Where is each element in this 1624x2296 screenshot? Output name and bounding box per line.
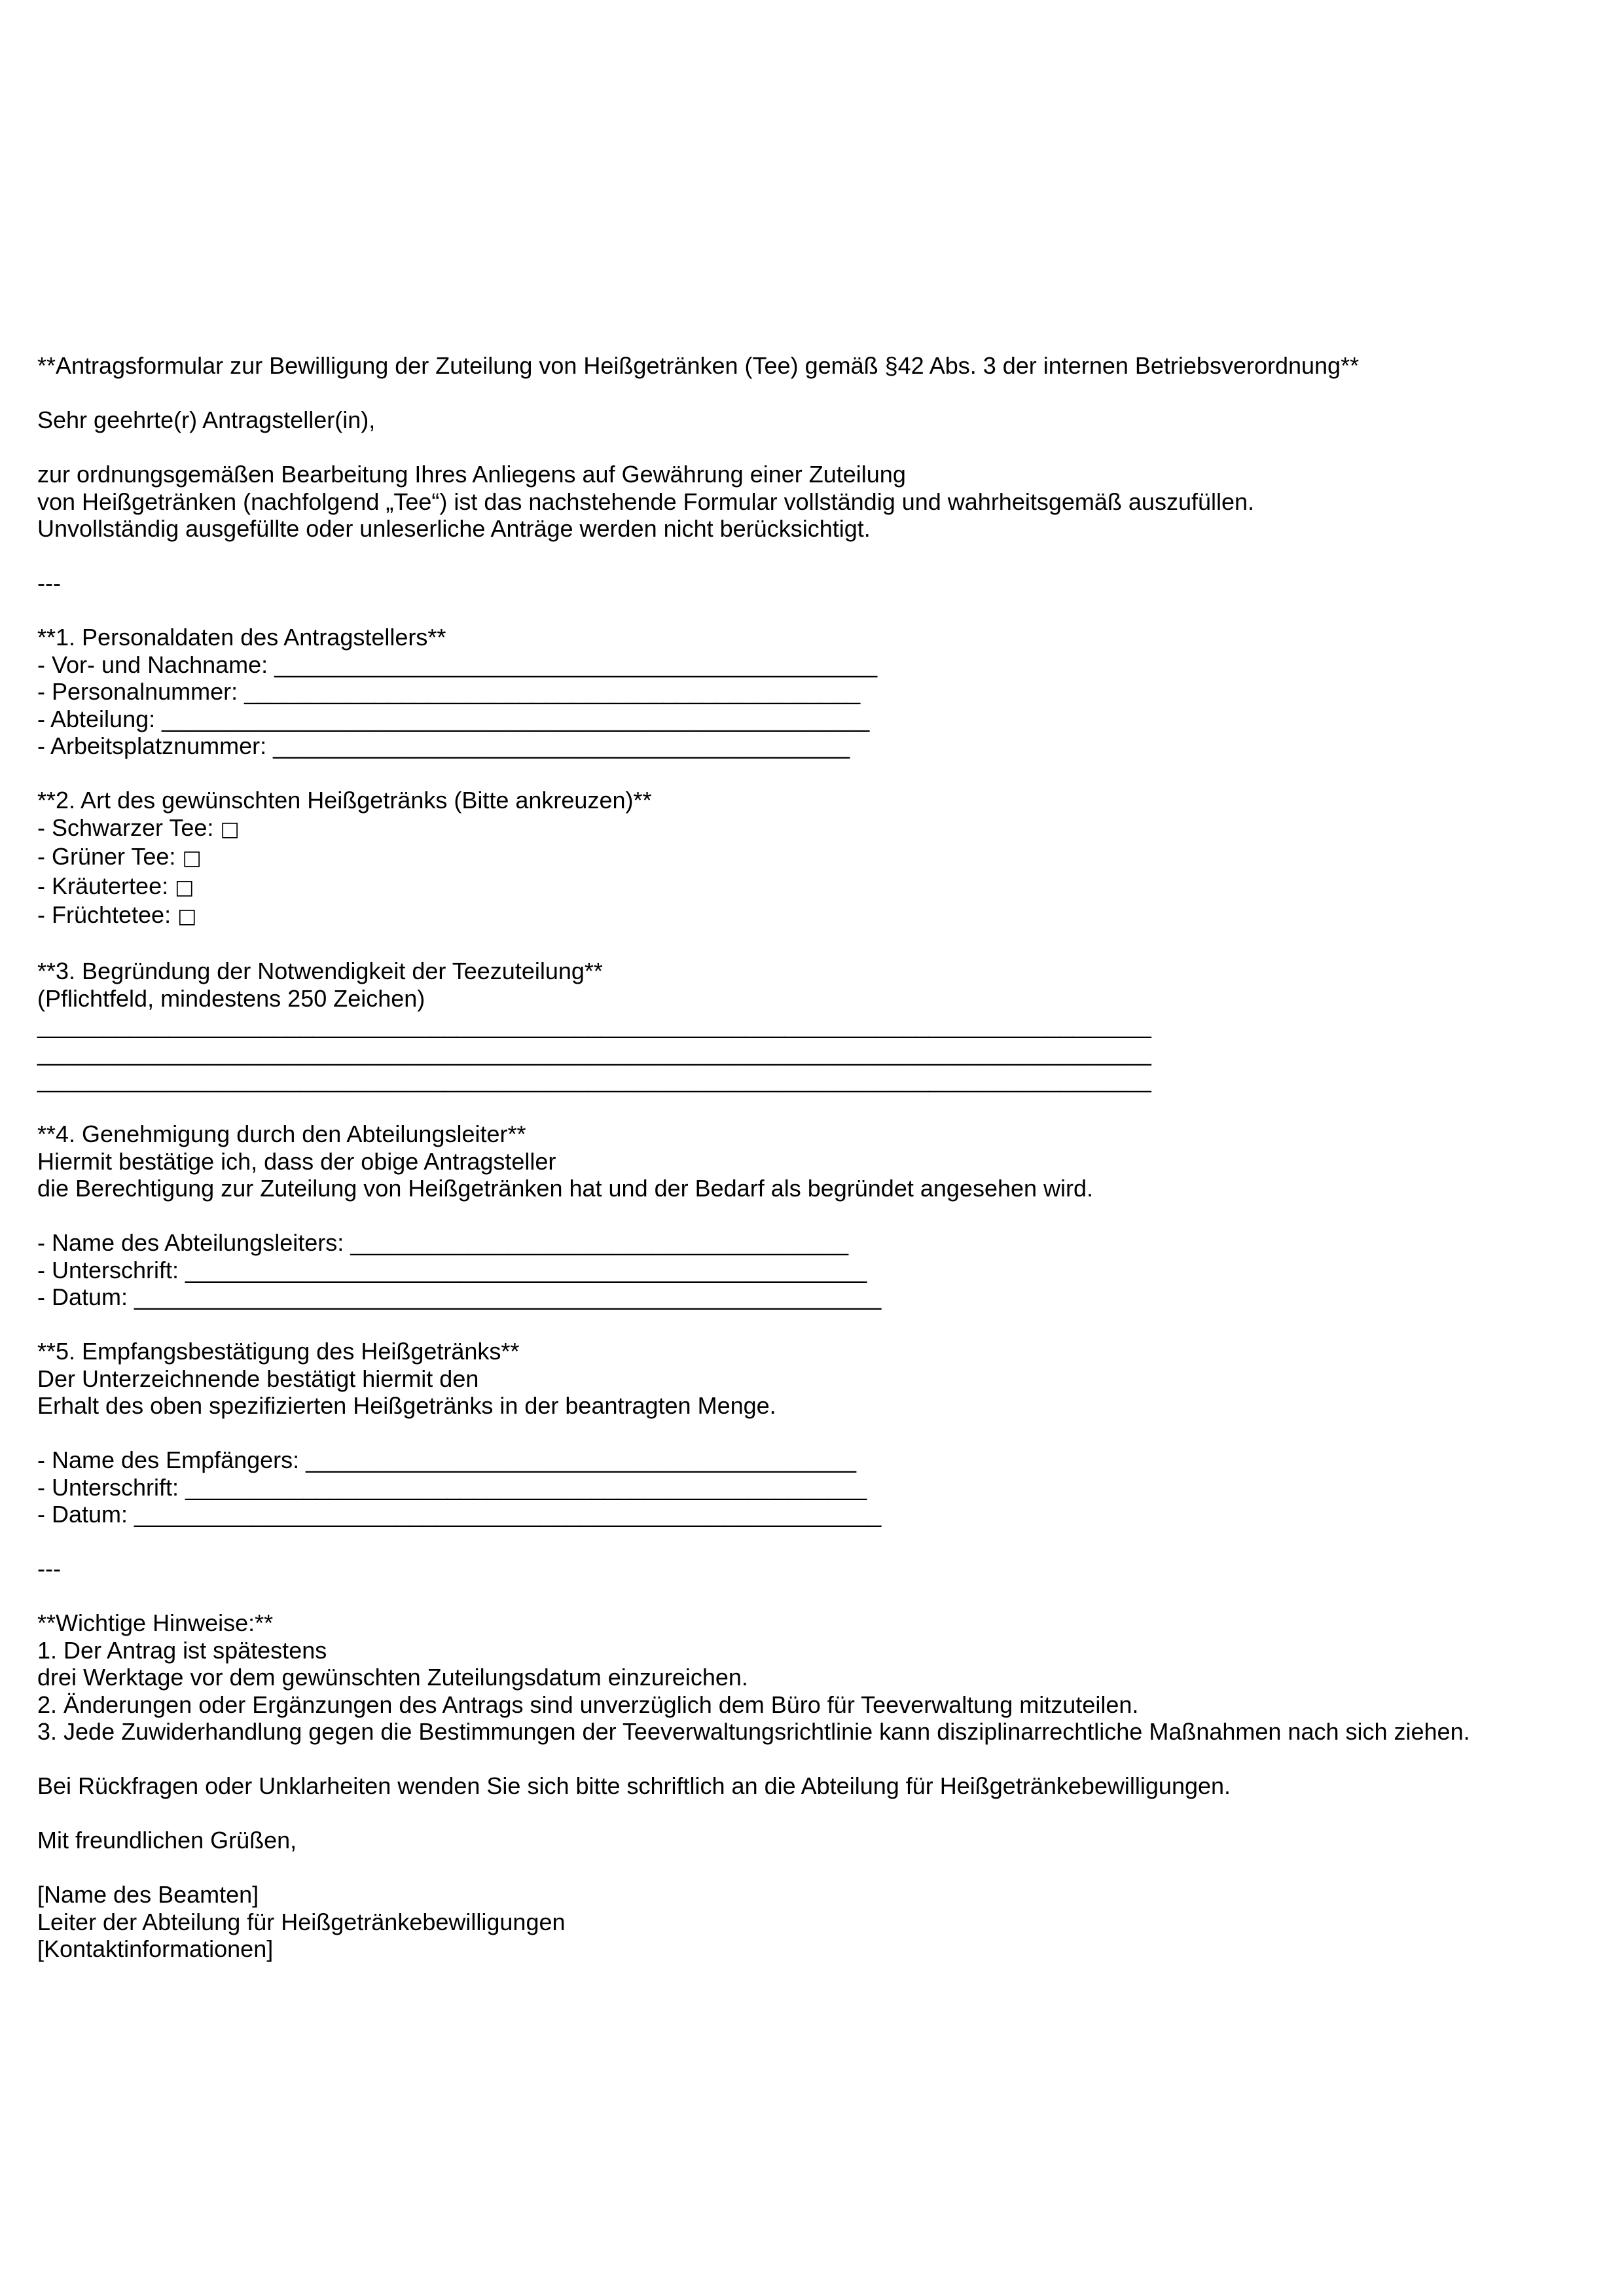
field-unterschrift-abteilungsleiter-label: - Unterschrift: [37, 1256, 186, 1283]
blank-line [37, 760, 1598, 787]
checkbox-kraeutertee [37, 872, 1598, 902]
field-datum-empfaenger [37, 1501, 1598, 1528]
section-3-ruled-line-1-underline: _____________________________________________________________________________________ [37, 1012, 1151, 1039]
signature-contact-placeholder [37, 1935, 1598, 1963]
section-3-ruled-line-3 [37, 1066, 1598, 1094]
closing-salutation-text: Mit freundlichen Grüßen, [37, 1827, 297, 1854]
blank-line [37, 1854, 1598, 1882]
section-2-heading-text: **2. Art des gewünschten Heißgetränks (Bitte ankreuzen)** [37, 787, 652, 814]
hint-2-text: 2. Änderungen oder Ergänzungen des Antrags sind unverzüglich dem Büro für Teeverwaltung mitzuteilen. [37, 1691, 1139, 1718]
divider-bottom-text: --- [37, 1555, 61, 1582]
section-2-heading [37, 787, 1598, 814]
field-name-empfaenger-underline: __________________________________________ [306, 1446, 857, 1473]
section-5-text-1 [37, 1365, 1598, 1393]
field-datum-abteilungsleiter-label: - Datum: [37, 1283, 135, 1310]
blank-line [37, 1202, 1598, 1230]
hints-heading [37, 1609, 1598, 1637]
hint-1-line-2-text: drei Werktage vor dem gewünschten Zuteilungsdatum einzureichen. [37, 1664, 748, 1691]
field-datum-empfaenger-underline: _________________________________________________________ [134, 1501, 882, 1528]
hint-1-line-1 [37, 1637, 1598, 1664]
blank-line [37, 1800, 1598, 1827]
form-title [37, 352, 1598, 380]
salutation-text: Sehr geehrte(r) Antragsteller(in), [37, 406, 376, 433]
signature-contact-placeholder-text: [Kontaktinformationen] [37, 1935, 274, 1962]
field-abteilung-label: - Abteilung: [37, 705, 162, 732]
field-datum-empfaenger-label: - Datum: [37, 1501, 135, 1528]
blank-line [37, 1528, 1598, 1556]
blank-line [37, 1311, 1598, 1338]
section-5-text-2 [37, 1392, 1598, 1420]
checkbox-gruener-tee-icon: □ [182, 846, 202, 870]
checkbox-schwarzer-tee [37, 814, 1598, 844]
hint-3 [37, 1718, 1598, 1746]
field-unterschrift-empfaenger [37, 1474, 1598, 1501]
field-datum-abteilungsleiter [37, 1283, 1598, 1311]
section-5-text-2-text: Erhalt des oben spezifizierten Heißgetränks in der beantragten Menge. [37, 1392, 776, 1419]
checkbox-schwarzer-tee-icon: □ [220, 817, 240, 841]
field-unterschrift-empfaenger-underline: ____________________________________________________ [185, 1473, 867, 1501]
section-3-ruled-line-2-underline: _____________________________________________________________________________________ [37, 1039, 1151, 1066]
checkbox-gruener-tee [37, 843, 1598, 872]
blank-line [37, 931, 1598, 958]
signature-name-placeholder-text: [Name des Beamten] [37, 1881, 259, 1908]
section-5-text-1-text: Der Unterzeichnende bestätigt hiermit den [37, 1365, 479, 1392]
intro-line-1-text: zur ordnungsgemäßen Bearbeitung Ihres Anliegens auf Gewährung einer Zuteilung [37, 461, 906, 488]
checkbox-fruechtetee-label: - Früchtetee: [37, 901, 178, 928]
divider-bottom [37, 1555, 1598, 1583]
field-arbeitsplatznummer-underline: ____________________________________________ [273, 732, 850, 759]
section-3-heading-text: **3. Begründung der Notwendigkeit der Teezuteilung** [37, 958, 603, 984]
section-3-heading [37, 958, 1598, 985]
field-name-abteilungsleiter-underline: ______________________________________ [350, 1229, 849, 1256]
section-3-ruled-line-1 [37, 1012, 1598, 1039]
field-vor-und-nachname [37, 651, 1598, 679]
field-vor-und-nachname-underline: ______________________________________________ [274, 651, 878, 678]
field-abteilung-underline: ______________________________________________________ [162, 705, 870, 732]
intro-line-3-text: Unvollständig ausgefüllte oder unleserliche Anträge werden nicht berücksichtigt. [37, 515, 871, 542]
blank-line [37, 1420, 1598, 1447]
intro-line-1 [37, 461, 1598, 488]
closing-salutation [37, 1827, 1598, 1854]
section-5-heading [37, 1338, 1598, 1365]
checkbox-fruechtetee [37, 901, 1598, 931]
form-title-text: **Antragsformular zur Bewilligung der Zuteilung von Heißgetränken (Tee) gemäß §42 Abs. 3 der internen Betriebsverordnung** [37, 352, 1360, 379]
intro-line-2-text: von Heißgetränken (nachfolgend „Tee“) ist das nachstehende Formular vollständig und wahrheitsgemäß auszufüllen. [37, 488, 1255, 515]
checkbox-schwarzer-tee-label: - Schwarzer Tee: [37, 814, 221, 841]
section-4-text-2 [37, 1175, 1598, 1202]
checkbox-kraeutertee-label: - Kräutertee: [37, 872, 175, 899]
field-unterschrift-abteilungsleiter-underline: ____________________________________________________ [185, 1256, 867, 1283]
blank-line [37, 434, 1598, 461]
field-personalnummer [37, 678, 1598, 706]
blank-line [37, 1746, 1598, 1773]
signature-role-text: Leiter der Abteilung für Heißgetränkebewilligungen [37, 1908, 566, 1935]
section-4-text-2-text: die Berechtigung zur Zuteilung von Heißgetränken hat und der Bedarf als begründet angesehen wird. [37, 1175, 1094, 1202]
field-name-empfaenger-label: - Name des Empfängers: [37, 1446, 306, 1473]
hint-1-line-1-text: 1. Der Antrag ist spätestens [37, 1636, 327, 1664]
section-1-heading [37, 624, 1598, 651]
section-3-ruled-line-2 [37, 1039, 1598, 1067]
hints-heading-text: **Wichtige Hinweise:** [37, 1609, 274, 1636]
salutation [37, 406, 1598, 434]
section-4-heading [37, 1121, 1598, 1148]
field-unterschrift-abteilungsleiter [37, 1257, 1598, 1284]
document-body [37, 352, 1598, 1963]
hint-2 [37, 1691, 1598, 1719]
section-4-text-1-text: Hiermit bestätige ich, dass der obige Antragsteller [37, 1147, 556, 1175]
field-vor-und-nachname-label: - Vor- und Nachname: [37, 651, 275, 678]
blank-line [37, 1583, 1598, 1610]
hint-1-line-2 [37, 1664, 1598, 1691]
signature-role [37, 1909, 1598, 1936]
divider-top-text: --- [37, 569, 61, 596]
contact-note-text: Bei Rückfragen oder Unklarheiten wenden Sie sich bitte schriftlich an die Abteilung für Heißgetränkebewilligungen. [37, 1772, 1231, 1799]
blank-line [37, 1094, 1598, 1121]
contact-note [37, 1772, 1598, 1800]
section-3-subnote-text: (Pflichtfeld, mindestens 250 Zeichen) [37, 984, 425, 1012]
field-name-abteilungsleiter-label: - Name des Abteilungsleiters: [37, 1229, 351, 1256]
field-arbeitsplatznummer [37, 732, 1598, 760]
section-3-subnote [37, 985, 1598, 1013]
checkbox-kraeutertee-icon: □ [175, 875, 194, 899]
section-4-heading-text: **4. Genehmigung durch den Abteilungsleiter** [37, 1121, 526, 1147]
field-abteilung [37, 706, 1598, 733]
section-5-heading-text: **5. Empfangsbestätigung des Heißgetränks** [37, 1338, 520, 1365]
section-1-heading-text: **1. Personaldaten des Antragstellers** [37, 624, 446, 651]
section-3-ruled-line-3-underline: _____________________________________________________________________________________ [37, 1066, 1151, 1093]
divider-top [37, 569, 1598, 597]
field-datum-abteilungsleiter-underline: _________________________________________________________ [134, 1283, 882, 1310]
field-arbeitsplatznummer-label: - Arbeitsplatznummer: [37, 732, 274, 759]
signature-name-placeholder [37, 1881, 1598, 1909]
field-name-empfaenger [37, 1446, 1598, 1474]
hint-3-text: 3. Jede Zuwiderhandlung gegen die Bestimmungen der Teeverwaltungsrichtlinie kann disziplinarrechtliche Maßnahmen nach sich ziehen. [37, 1718, 1470, 1745]
blank-line [37, 597, 1598, 624]
section-4-text-1 [37, 1148, 1598, 1175]
blank-line [37, 380, 1598, 407]
field-personalnummer-label: - Personalnummer: [37, 678, 245, 705]
field-unterschrift-empfaenger-label: - Unterschrift: [37, 1473, 186, 1501]
intro-line-3 [37, 515, 1598, 543]
blank-line [37, 543, 1598, 570]
checkbox-gruener-tee-label: - Grüner Tee: [37, 843, 183, 870]
intro-line-2 [37, 488, 1598, 516]
field-name-abteilungsleiter [37, 1229, 1598, 1257]
checkbox-fruechtetee-icon: □ [177, 905, 197, 928]
field-personalnummer-underline: _______________________________________________ [244, 678, 861, 705]
